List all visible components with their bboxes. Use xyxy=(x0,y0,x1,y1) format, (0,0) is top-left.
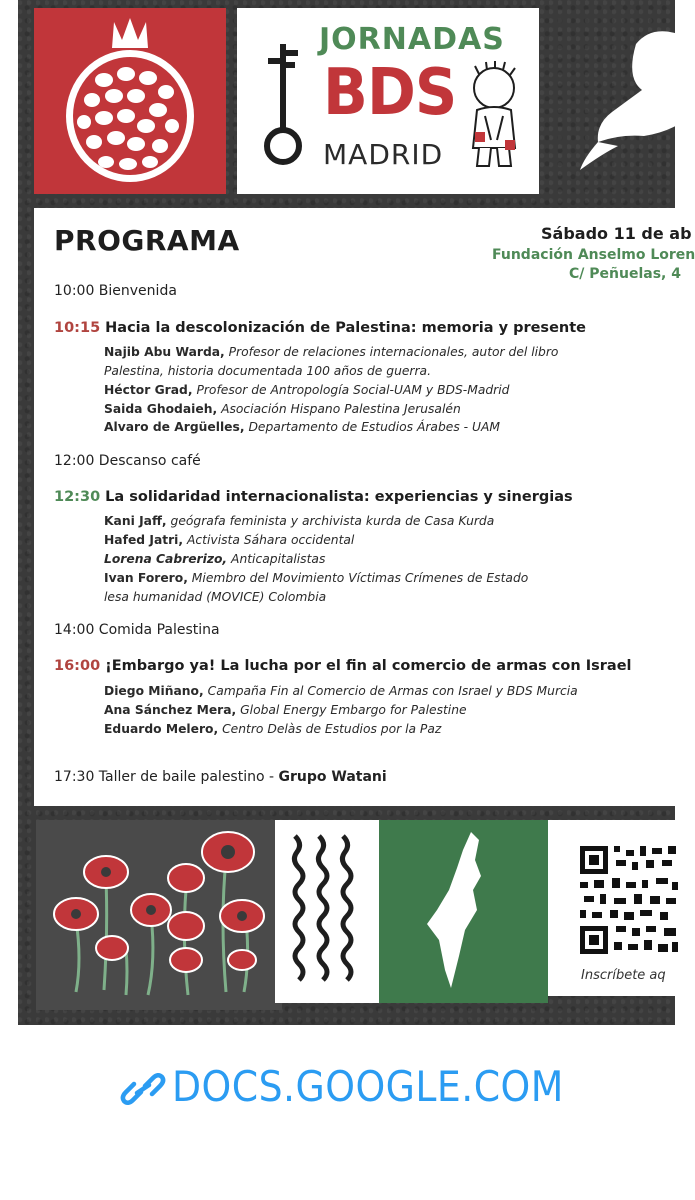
poppies-illustration xyxy=(36,820,282,1010)
jornadas-bds-logo xyxy=(237,8,539,194)
speaker-role: Profesor de Antropología Social-UAM y BDS-Madrid xyxy=(196,383,510,397)
speaker-line xyxy=(104,364,431,378)
session-1-time: 10:15 xyxy=(54,320,101,336)
session-2-title xyxy=(54,489,573,505)
speaker-name: Ivan Forero, xyxy=(104,571,188,585)
speaker-role: Palestina, historia documentada 100 años de guerra. xyxy=(104,364,431,378)
session-3-title xyxy=(54,658,632,674)
dance-group: Grupo Watani xyxy=(278,769,387,785)
program-panel xyxy=(34,208,695,806)
venue-address: C/ Peñuelas, 4 xyxy=(569,266,681,282)
session-1-heading: Hacia la descolonización de Palestina: memoria y presente xyxy=(105,320,586,336)
handala-icon xyxy=(461,60,527,172)
speaker-line xyxy=(104,514,494,528)
break-item: 12:00 Descanso café xyxy=(54,453,201,469)
lunch-item: 14:00 Comida Palestina xyxy=(54,622,220,638)
speaker-name: Hafed Jatri, xyxy=(104,533,184,547)
welcome-item: 10:00 Bienvenida xyxy=(54,283,177,299)
pomegranate-illustration xyxy=(34,8,226,194)
qr-code-panel[interactable] xyxy=(548,820,678,996)
pomegranate-icon xyxy=(34,8,226,194)
palestine-map-icon xyxy=(379,820,548,1003)
speaker-name: Héctor Grad, xyxy=(104,383,193,397)
dove-icon xyxy=(558,8,688,194)
session-3-time: 16:00 xyxy=(54,658,101,674)
session-2-heading: La solidaridad internacionalista: experiencias y sinergias xyxy=(105,489,573,505)
event-date: Sábado 11 de ab xyxy=(541,224,692,243)
green-map-background xyxy=(379,820,548,1003)
jornadas-title: JORNADAS xyxy=(319,22,505,57)
speaker-role: Campaña Fin al Comercio de Armas con Israel y BDS Murcia xyxy=(207,684,578,698)
program-title: PROGRAMA xyxy=(54,224,240,257)
madrid-title: MADRID xyxy=(323,138,444,171)
event-poster xyxy=(18,0,695,1025)
speaker-role: Global Energy Embargo for Palestine xyxy=(240,703,467,717)
speaker-line xyxy=(104,571,528,585)
dance-label: 17:30 Taller de baile palestino - xyxy=(54,769,279,785)
speaker-line xyxy=(104,703,467,717)
speaker-line xyxy=(104,590,326,604)
speaker-name: Alvaro de Argüelles, xyxy=(104,420,245,434)
link-icon xyxy=(122,1070,164,1108)
speaker-name: Diego Miñano, xyxy=(104,684,204,698)
speaker-role: lesa humanidad (MOVICE) Colombia xyxy=(104,590,327,604)
session-1-title xyxy=(54,320,586,336)
key-icon xyxy=(263,38,303,168)
speaker-name: Saida Ghodaieh, xyxy=(104,402,218,416)
session-3-heading: ¡Embargo ya! La lucha por el fin al comercio de armas con Israel xyxy=(105,658,632,674)
speaker-line xyxy=(104,684,578,698)
link-url-text[interactable]: DOCS.GOOGLE.COM xyxy=(172,1062,564,1111)
qr-code-icon[interactable] xyxy=(580,846,680,958)
speaker-role: Miembro del Movimiento Víctimas Crímenes de Estado xyxy=(191,571,529,585)
speaker-name: Lorena Cabrerizo, xyxy=(104,552,228,566)
speaker-line xyxy=(104,420,500,434)
speaker-role: Asociación Hispano Palestina Jerusalén xyxy=(221,402,461,416)
speaker-name: Kani Jaff, xyxy=(104,514,167,528)
speaker-role: Activista Sáhara occidental xyxy=(187,533,355,547)
speaker-line xyxy=(104,722,441,736)
speaker-name: Najib Abu Warda, xyxy=(104,345,225,359)
speaker-role: Anticapitalistas xyxy=(231,552,326,566)
poppy-flowers-icon xyxy=(36,820,282,1010)
speaker-role: Departamento de Estudios Árabes - UAM xyxy=(248,420,501,434)
speaker-line xyxy=(104,383,509,397)
speaker-name: Eduardo Melero, xyxy=(104,722,219,736)
dance-item xyxy=(54,769,387,785)
session-2-time: 12:30 xyxy=(54,489,101,505)
speaker-line xyxy=(104,345,558,359)
speaker-line xyxy=(104,552,325,566)
bds-title: BDS xyxy=(323,56,457,130)
palestine-map-illustration xyxy=(275,820,548,1003)
speaker-role: Profesor de relaciones internacionales, autor del libro xyxy=(228,345,559,359)
speaker-role: Centro Delàs de Estudios por la Paz xyxy=(222,722,442,736)
keffiyeh-pattern-icon xyxy=(285,828,365,996)
link-sticker[interactable] xyxy=(106,1052,571,1124)
qr-caption: Inscríbete aq xyxy=(581,968,666,983)
speaker-role: geógrafa feminista y archivista kurda de Casa Kurda xyxy=(170,514,495,528)
speaker-line xyxy=(104,402,461,416)
venue-name: Fundación Anselmo Loren xyxy=(492,247,695,263)
speaker-line xyxy=(104,533,354,547)
speaker-name: Ana Sánchez Mera, xyxy=(104,703,237,717)
dove-illustration xyxy=(558,8,688,194)
